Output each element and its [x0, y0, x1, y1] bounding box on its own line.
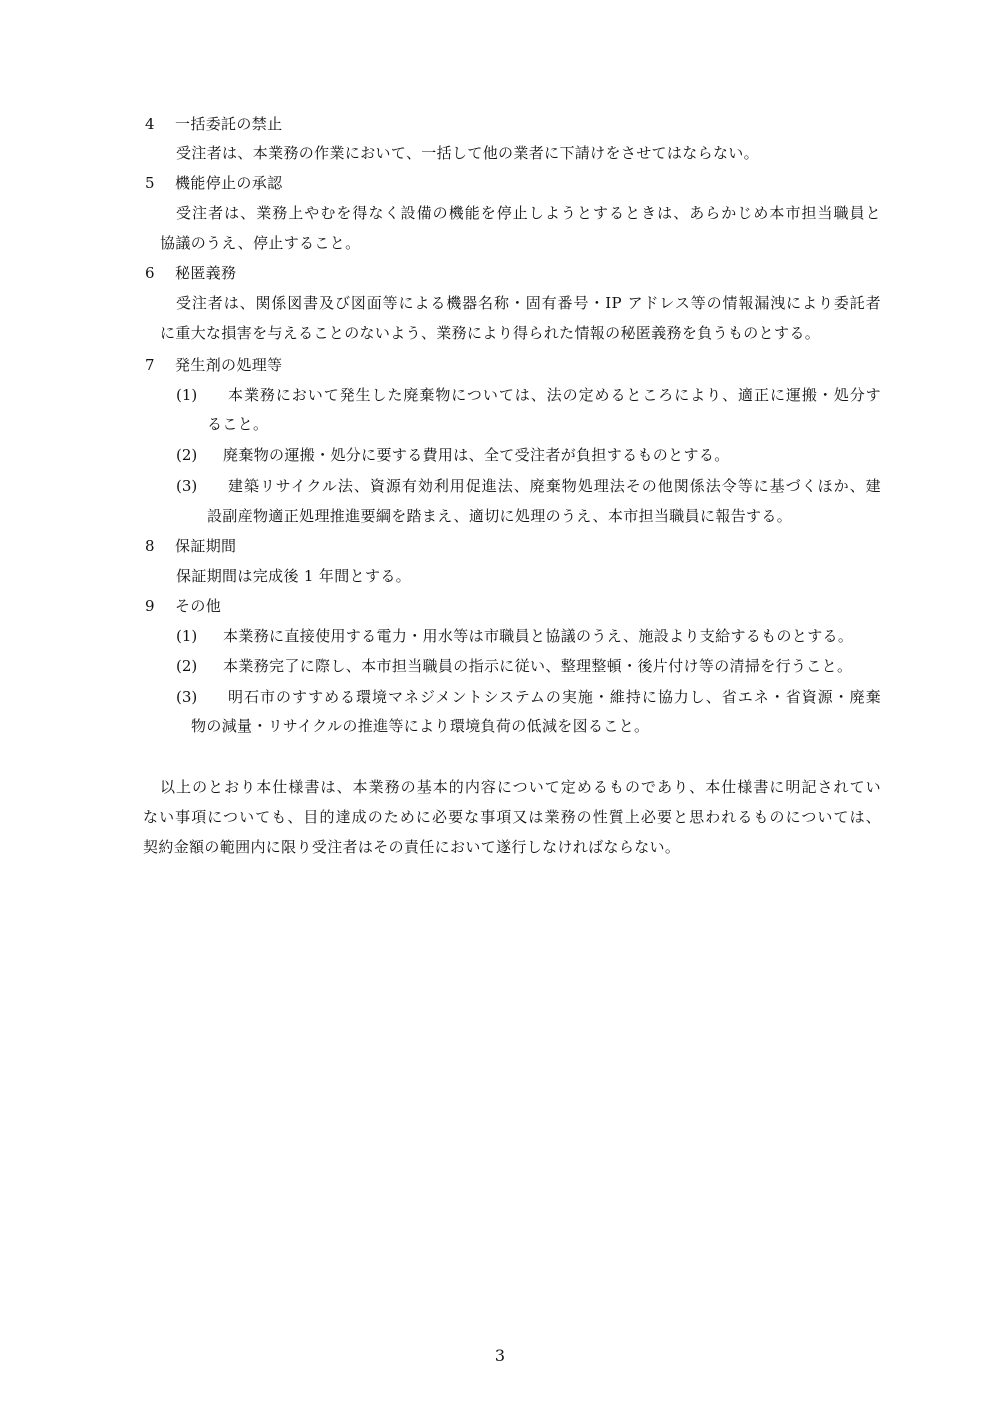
section-number: 5 [145, 174, 155, 192]
item-label: (1) [176, 627, 198, 645]
section-number: 9 [145, 597, 155, 615]
closing-line: 以上のとおり本仕様書は、本業務の基本的内容について定めるものであり、本仕様書に明記されてい [160, 778, 881, 796]
section-number: 6 [145, 264, 155, 282]
item-line: 廃棄物の運搬・処分に要する費用は、全て受注者が負担するものとする。 [223, 446, 730, 464]
section-body-line: 受注者は、本業務の作業において、一括して他の業者に下請けをさせてはならない。 [176, 144, 760, 162]
section-number: 8 [145, 537, 155, 555]
item-line: 本業務に直接使用する電力・用水等は市職員と協議のうえ、施設より支給するものとする。 [223, 627, 854, 645]
section-body-line: に重大な損害を与えることのないよう、業務により得られた情報の秘匿義務を負うものとする。 [160, 324, 821, 342]
item-line: 本業務完了に際し、本市担当職員の指示に従い、整理整頓・後片付け等の清掃を行うこと。 [223, 657, 853, 675]
section-body-line: 受注者は、関係図書及び図面等による機器名称・固有番号・IP アドレス等の情報漏洩により委託者 [176, 294, 881, 312]
section-heading: 秘匿義務 [175, 264, 237, 282]
item-label: (2) [176, 657, 198, 675]
item-line: 明石市のすすめる環境マネジメントシステムの実施・維持に協力し、省エネ・省資源・廃棄 [228, 688, 881, 706]
item-label: (3) [176, 688, 198, 706]
section-body-line: 保証期間は完成後 1 年間とする。 [176, 567, 412, 585]
closing-line: ない事項についても、目的達成のために必要な事項又は業務の性質上必要と思われるものについては、 [143, 808, 881, 826]
item-label: (1) [176, 386, 198, 404]
section-heading: 一括委託の禁止 [175, 115, 283, 133]
item-label: (3) [176, 477, 198, 495]
section-heading: 保証期間 [175, 537, 237, 555]
item-line: 物の減量・リサイクルの推進等により環境負荷の低減を図ること。 [191, 717, 650, 735]
section-heading: その他 [175, 597, 222, 615]
item-label: (2) [176, 446, 198, 464]
section-number: 4 [145, 115, 155, 133]
page-number: 3 [494, 1346, 506, 1365]
section-heading: 機能停止の承認 [175, 174, 283, 192]
section-body-line: 協議のうえ、停止すること。 [160, 234, 361, 252]
section-body-line: 受注者は、業務上やむを得なく設備の機能を停止しようとするときは、あらかじめ本市担当職員と [176, 204, 881, 222]
section-number: 7 [145, 356, 155, 374]
closing-line: 契約金額の範囲内に限り受注者はその責任において遂行しなければならない。 [143, 838, 681, 856]
item-line: 設副産物適正処理推進要綱を踏まえ、適切に処理のうえ、本市担当職員に報告する。 [207, 507, 793, 525]
item-line: 建築リサイクル法、資源有効利用促進法、廃棄物処理法その他関係法令等に基づくほか、建 [228, 477, 881, 495]
section-heading: 発生剤の処理等 [175, 356, 283, 374]
item-line: 本業務において発生した廃棄物については、法の定めるところにより、適正に運搬・処分す [228, 386, 881, 404]
item-line: ること。 [207, 415, 269, 433]
